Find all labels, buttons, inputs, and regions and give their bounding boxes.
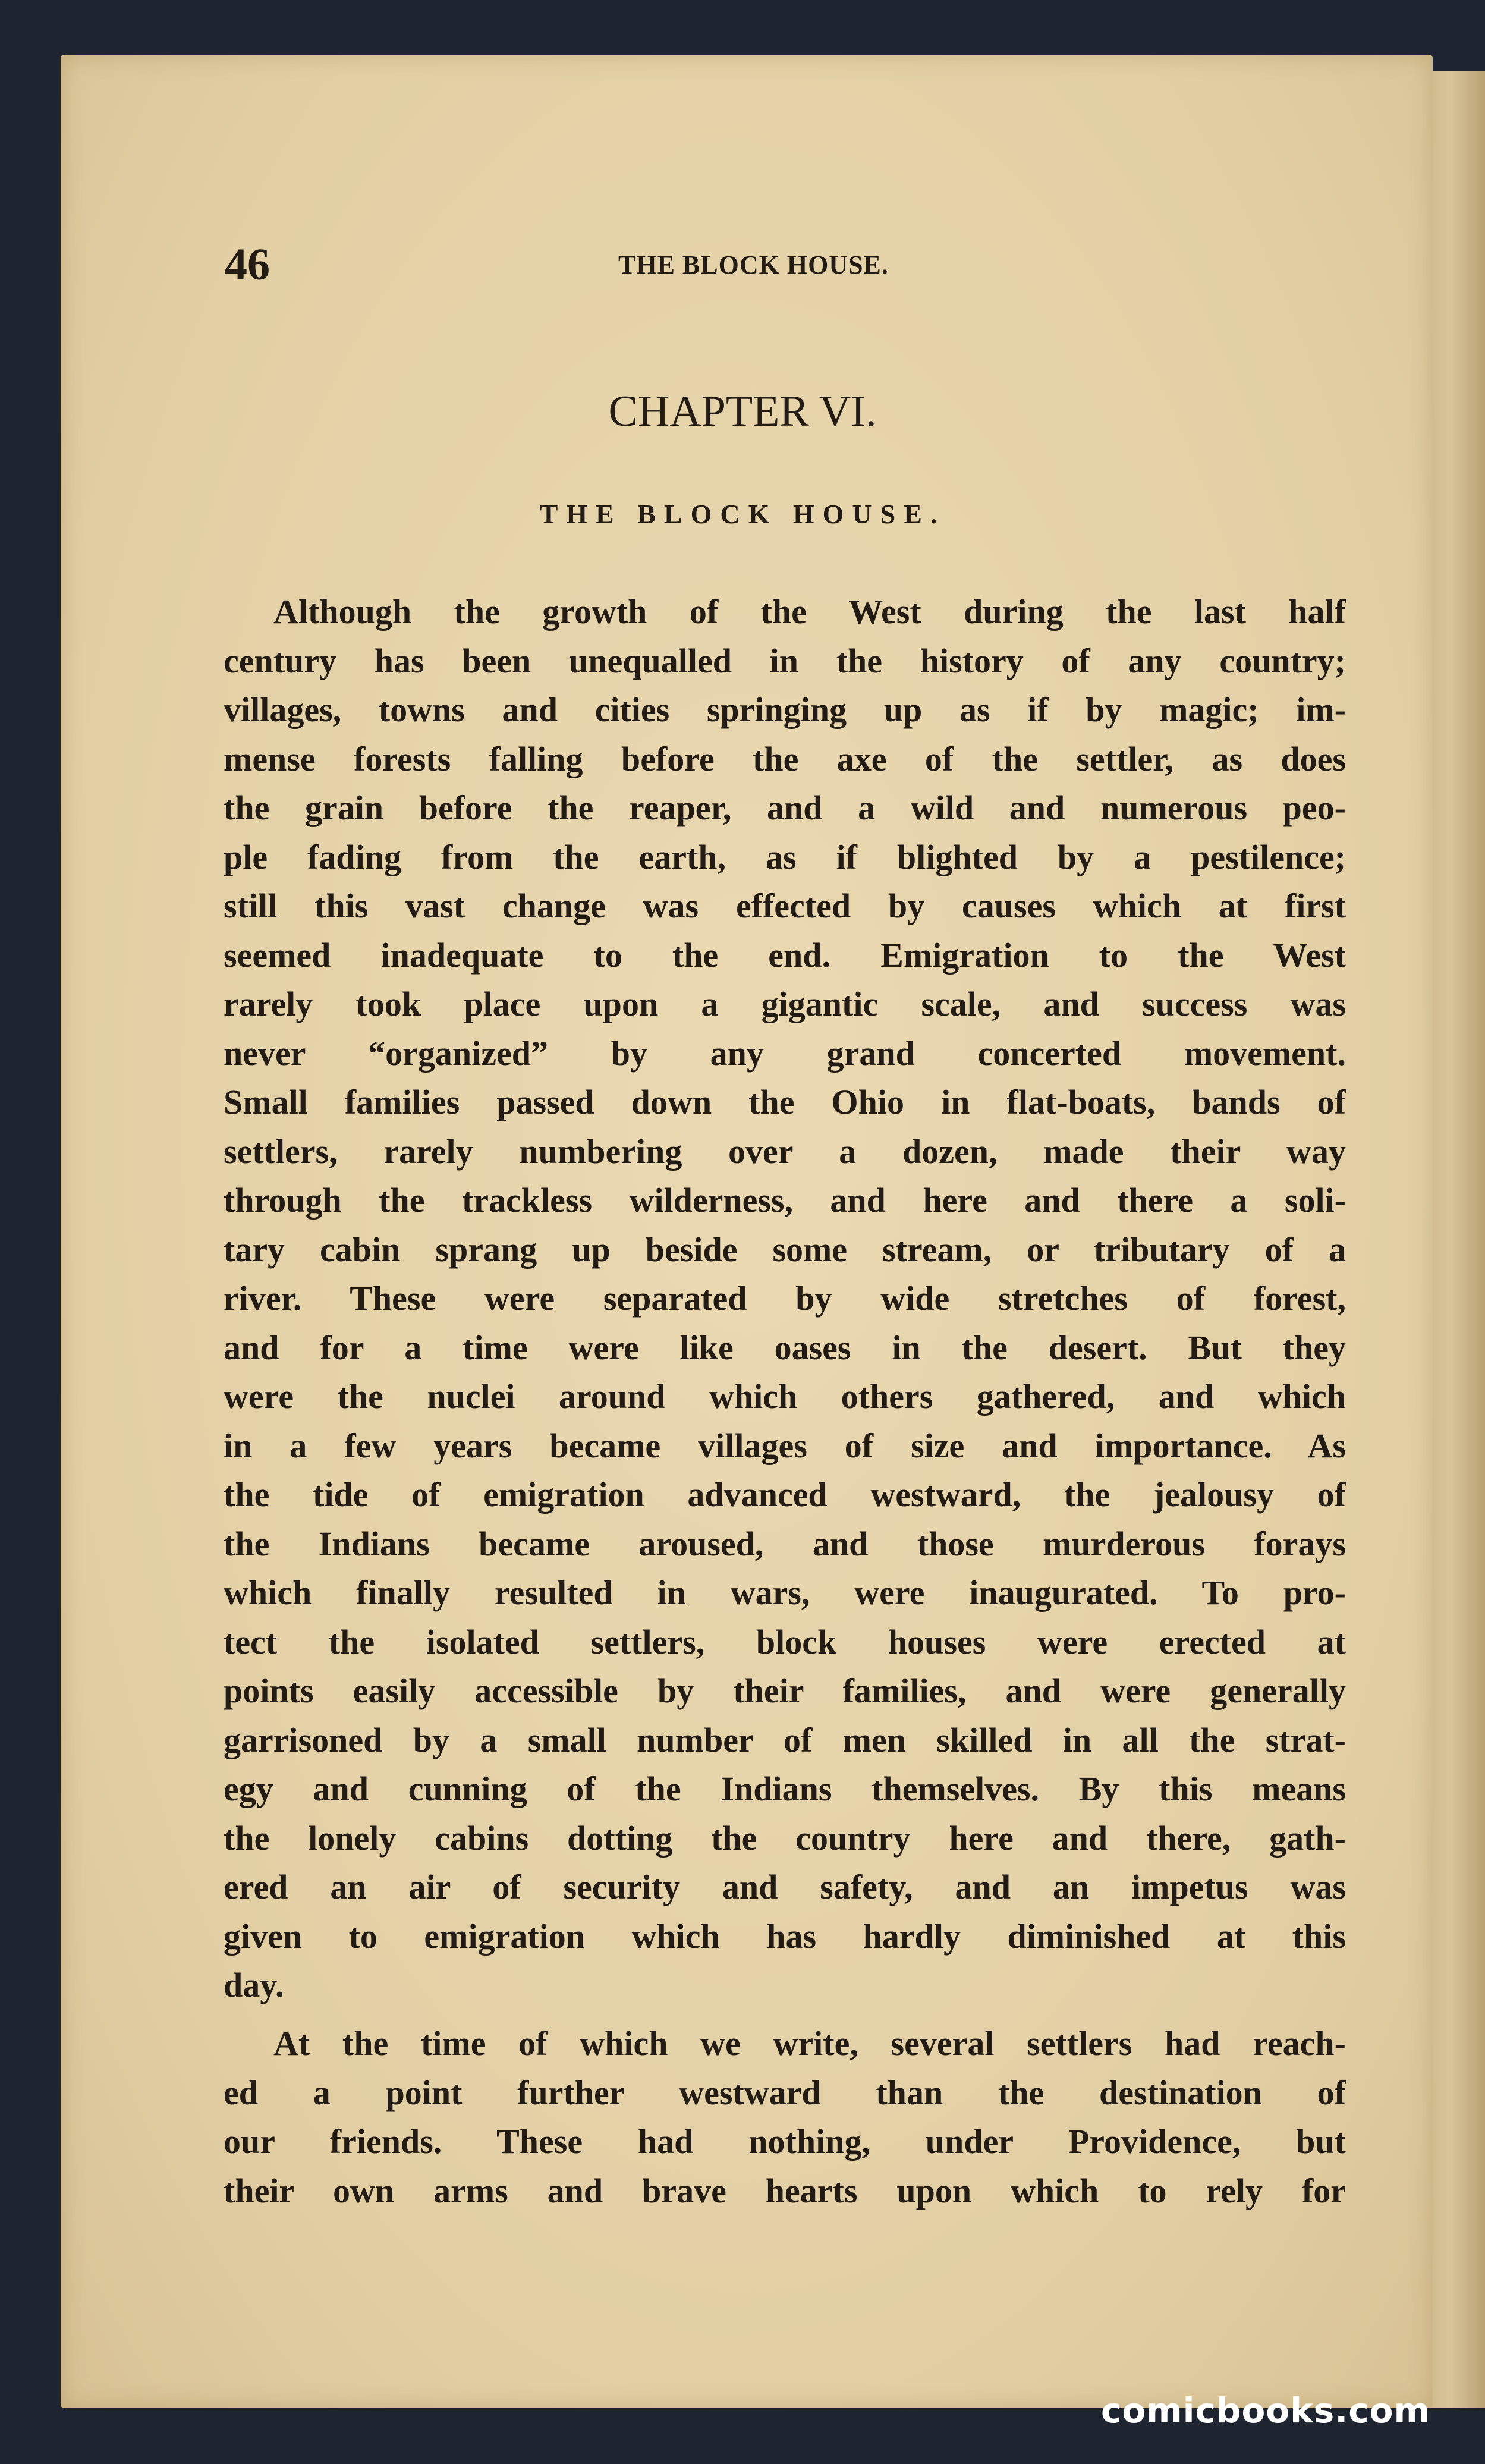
text-line: their own arms and brave hearts upon which to rely for	[224, 2171, 1346, 2210]
text-line: At the time of which we write, several settlers had reach-	[273, 2024, 1346, 2063]
text-line: still this vast change was effected by causes which at first	[224, 887, 1346, 925]
text-line: Small families passed down the Ohio in flat-boats, bands of	[224, 1083, 1346, 1121]
text-line: never “organized” by any grand concerted movement.	[224, 1033, 1346, 1073]
text-line: the lonely cabins dotting the country here and there, gath-	[224, 1818, 1346, 1858]
text-line: century has been unequalled in the history of any country;	[224, 641, 1346, 680]
text-line: tect the isolated settlers, block houses were erected at	[224, 1622, 1346, 1661]
text-line: Although the growth of the West during the last half	[273, 592, 1346, 631]
text-line: given to emigration which has hardly diminished at this	[224, 1916, 1346, 1956]
text-line: points easily accessible by their families, and were generally	[224, 1671, 1346, 1710]
text-line: day.	[224, 1966, 284, 2004]
text-line: ed a point further westward than the destination of	[224, 2073, 1346, 2112]
chapter-subtitle: THE BLOCK HOUSE.	[539, 499, 946, 529]
text-line: egy and cunning of the Indians themselves. By this means	[224, 1770, 1346, 1808]
chapter-heading: CHAPTER VI.	[608, 387, 877, 436]
text-line: seemed inadequate to the end. Emigration to the West	[224, 935, 1346, 975]
body-paragraph-1	[224, 587, 1346, 2010]
text-line: settlers, rarely numbering over a dozen, made their way	[224, 1132, 1346, 1171]
text-line: our friends. These had nothing, under Providence, but	[224, 2122, 1346, 2161]
text-line: in a few years became villages of size and importance. As	[224, 1426, 1346, 1465]
text-line: through the trackless wilderness, and here and there a soli-	[224, 1181, 1346, 1220]
text-line: rarely took place upon a gigantic scale, and success was	[224, 985, 1346, 1023]
text-line: mense forests falling before the axe of the settler, as does	[224, 739, 1346, 778]
site-watermark: comicbooks.com	[1101, 2390, 1430, 2431]
text-line: the grain before the reaper, and a wild and numerous peo-	[224, 788, 1346, 827]
text-line: which finally resulted in wars, were inaugurated. To pro-	[224, 1573, 1346, 1612]
body-paragraph-2	[224, 2019, 1346, 2215]
text-line: the Indians became aroused, and those murderous forays	[224, 1524, 1346, 1563]
text-line: river. These were separated by wide stretches of forest,	[224, 1279, 1346, 1318]
page-number: 46	[225, 240, 270, 290]
text-line: ple fading from the earth, as if blighted by a pestilence;	[224, 837, 1346, 876]
text-line: tary cabin sprang up beside some stream, or tributary of a	[224, 1230, 1346, 1269]
running-title: THE BLOCK HOUSE.	[618, 250, 889, 279]
text-line: and for a time were like oases in the desert. But they	[224, 1328, 1346, 1367]
text-line: garrisoned by a small number of men skilled in all the strat-	[224, 1720, 1346, 1759]
text-line: were the nuclei around which others gathered, and which	[224, 1377, 1346, 1416]
text-line: villages, towns and cities springing up as if by magic; im-	[224, 690, 1346, 729]
text-line: ered an air of security and safety, and an impetus was	[224, 1868, 1346, 1906]
text-line: the tide of emigration advanced westward, the jealousy of	[224, 1475, 1346, 1514]
